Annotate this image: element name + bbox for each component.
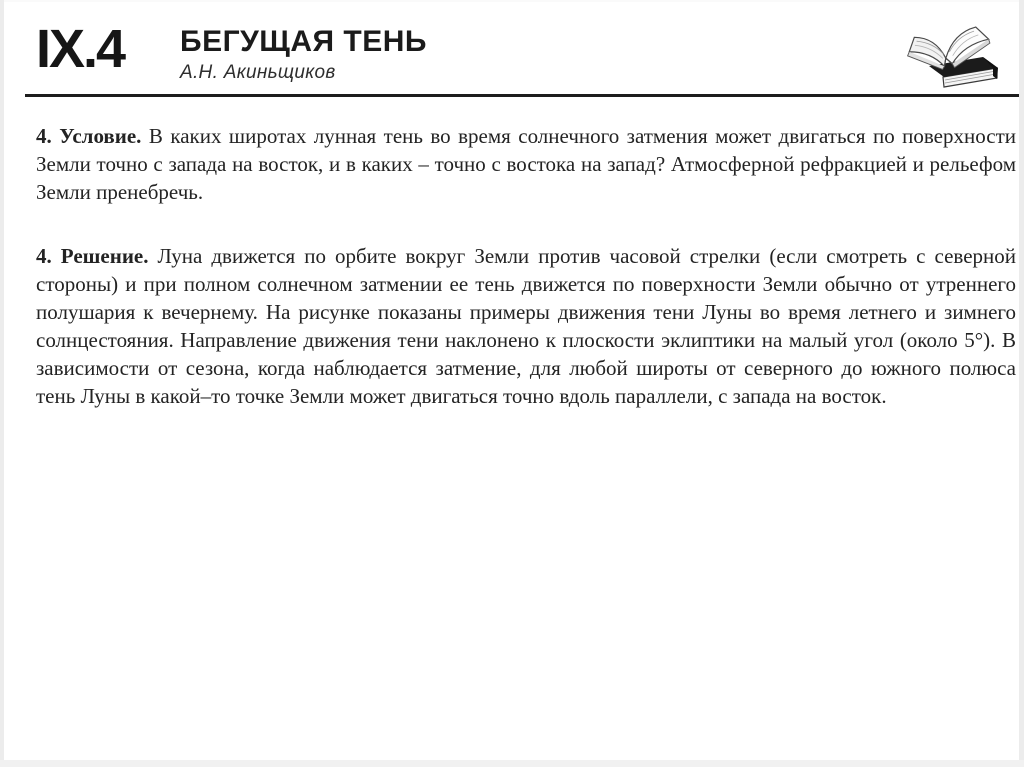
books-icon	[893, 16, 1003, 96]
condition-text: В каких широтах лунная тень во время солнечного затмения может двигаться по поверхности Земли точно с запада на восток, и в каких – точно с востока на запад? Атмосферной рефракцией и рельефом Земли пренебречь.	[36, 124, 1016, 204]
scan-edge-left	[0, 0, 4, 767]
solution-text: Луна движется по орбите вокруг Земли против часовой стрелки (если смотреть с северной стороны) и при полном солнечном затмении ее тень движется по поверхности Земли обычно от утреннего полушария к вечернему. На рисунке показаны примеры движения тени Луны во время летнего и зимнего солнцестояния. Направление движения тени наклонено к плоскости эклиптики на малый угол (около 5°). В зависимости от сезона, когда наблюдается затмение, для любой широты от северного до южного полюса тень Луны в какой–то точке Земли может двигаться точно вдоль параллели, с запада на восток.	[36, 244, 1016, 408]
slide-content	[36, 122, 1016, 446]
condition-label: 4. Условие.	[36, 124, 142, 148]
slide-title: БЕГУЩАЯ ТЕНЬ	[180, 25, 427, 58]
solution-label: 4. Решение.	[36, 244, 149, 268]
scan-edge-right	[1019, 0, 1024, 767]
paragraph-condition	[36, 122, 1016, 206]
title-block	[180, 26, 427, 84]
paragraph-solution	[36, 242, 1016, 410]
scan-edge-bottom	[0, 760, 1024, 767]
section-number: IX.4	[36, 19, 125, 79]
scan-edge-top	[0, 0, 1024, 2]
header-divider	[25, 94, 1019, 97]
slide-author: А.Н. Акиньщиков	[180, 61, 336, 83]
